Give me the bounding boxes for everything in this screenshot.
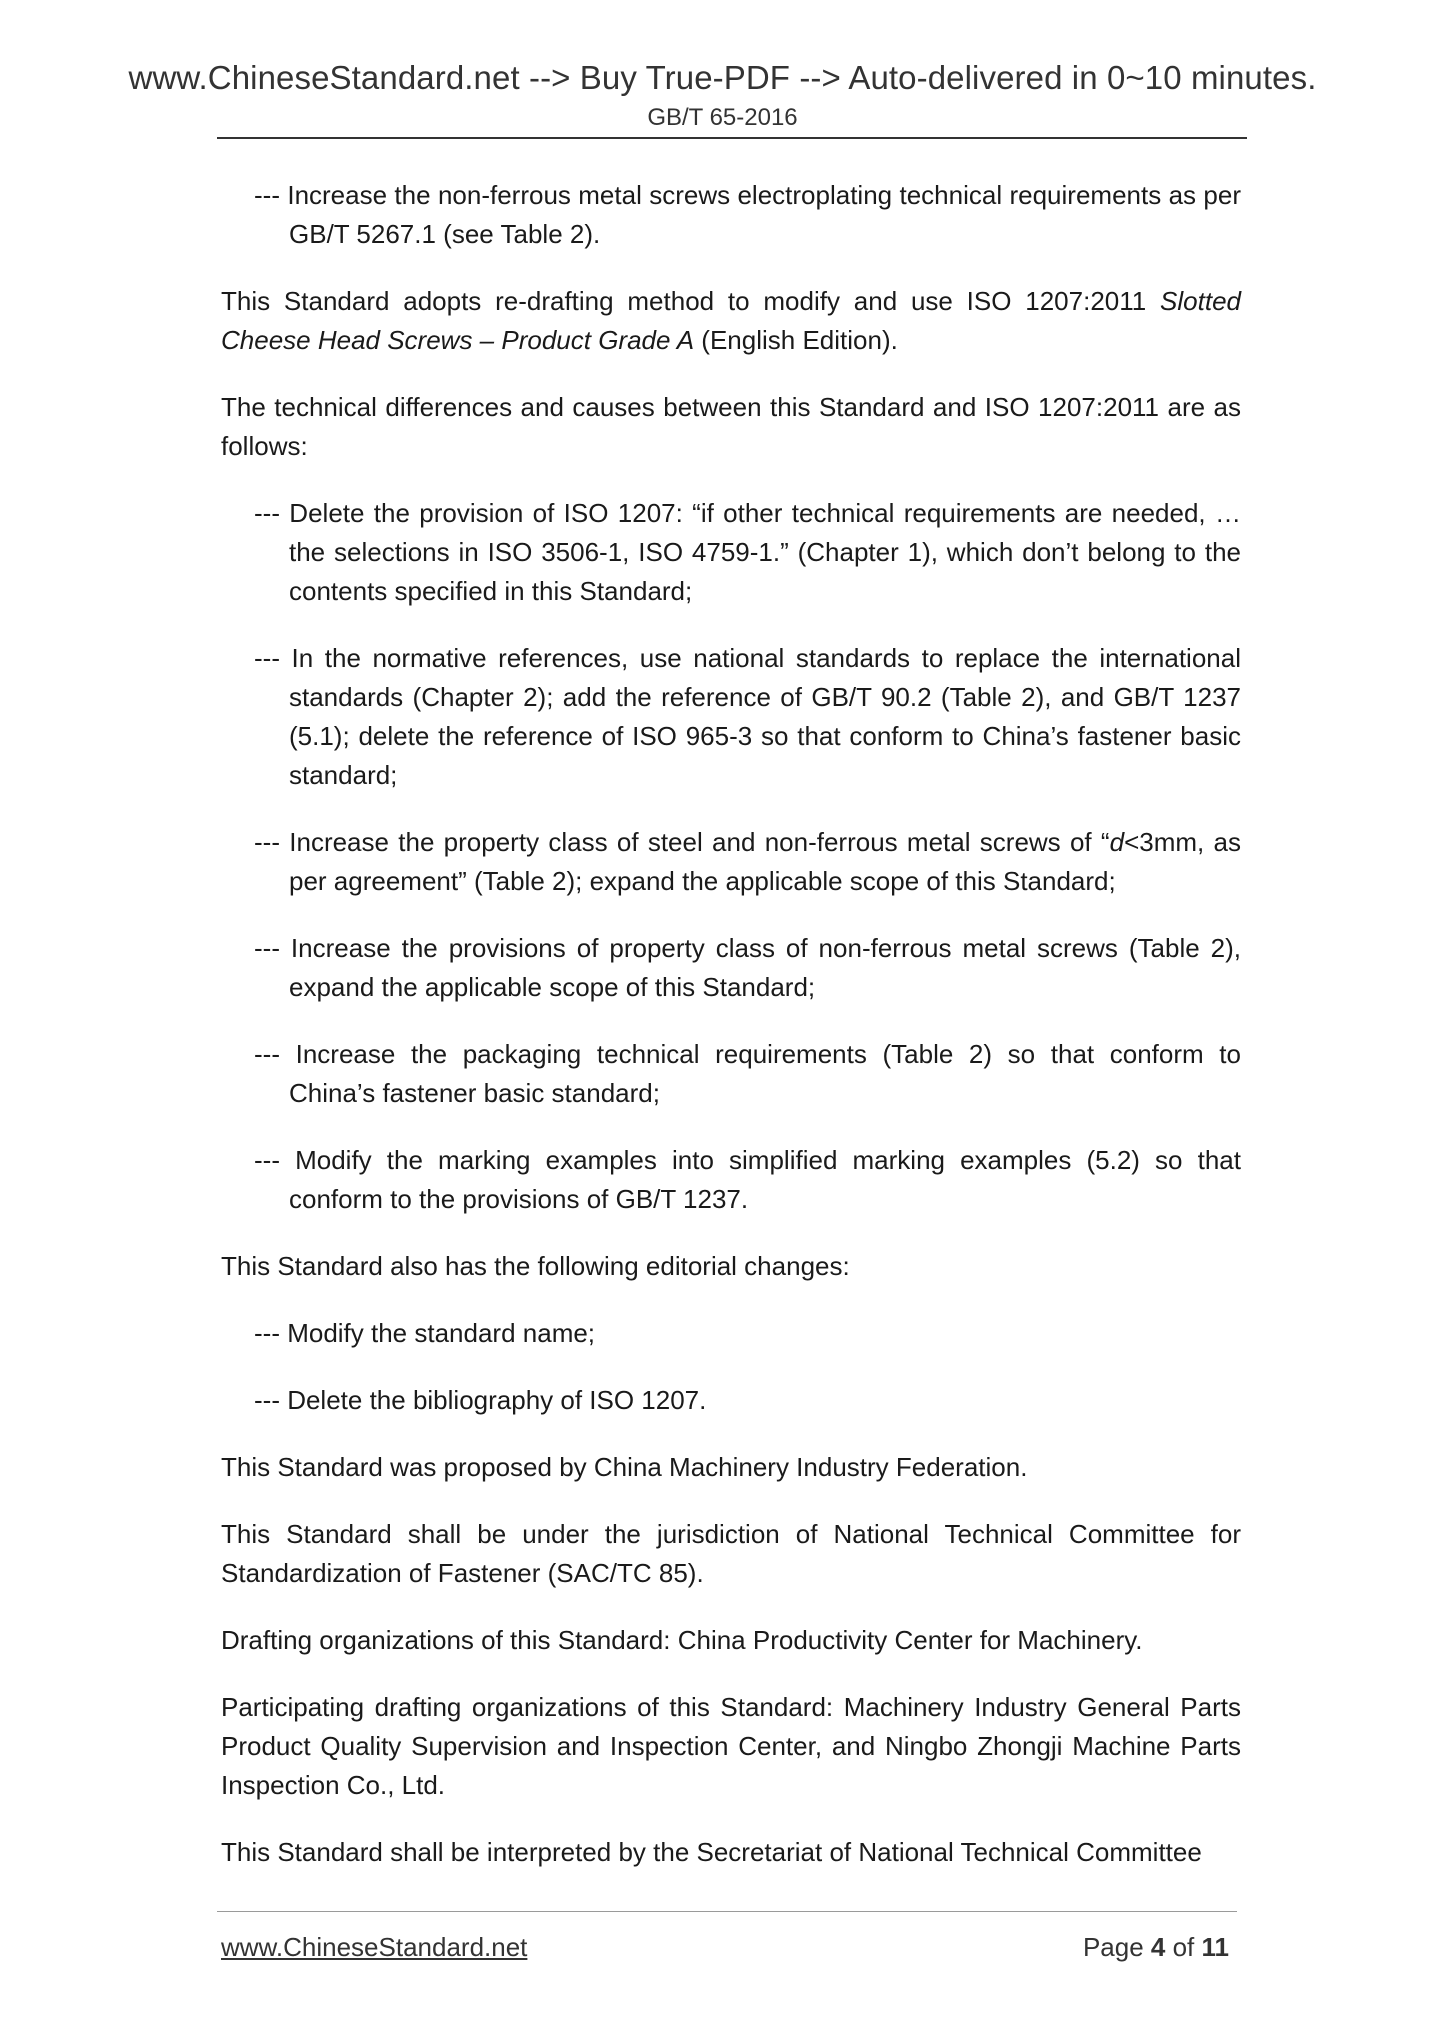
iso-title: Slotted Cheese Head Screws – Product Grade A [221, 286, 1241, 355]
footer-divider [217, 1911, 1237, 1912]
list-item-text-post: <3mm, as per agreement” (Table 2); expand the applicable scope of this Standard; [289, 827, 1241, 896]
adoption-text-post: (English Edition). [694, 325, 898, 355]
paragraph-differences: The technical differences and causes between this Standard and ISO 1207:2011 are as follows: [221, 392, 1241, 461]
list-item: --- Modify the standard name; [254, 1318, 596, 1348]
paragraph-proposed: This Standard was proposed by China Machinery Industry Federation. [221, 1452, 1028, 1482]
list-item: --- Increase the non-ferrous metal screws electroplating technical requirements as per GB/T 5267.1 (see Table 2). [254, 180, 1241, 249]
page-label: Page [1082, 1932, 1151, 1962]
list-item: --- Modify the marking examples into simplified marking examples (5.2) so that conform to the provisions of GB/T 1237. [254, 1145, 1241, 1214]
paragraph-adoption [221, 282, 1241, 360]
document-body [221, 176, 1241, 1900]
page-current: 4 [1150, 1932, 1166, 1962]
list-item: --- Delete the bibliography of ISO 1207. [254, 1385, 707, 1415]
paragraph-interpreted: This Standard shall be interpreted by the Secretariat of National Technical Committee [221, 1837, 1202, 1867]
header-banner: www.ChineseStandard.net --> Buy True-PDF --> Auto-delivered in 0~10 minutes. [128, 59, 1317, 96]
list-item: --- Increase the packaging technical requirements (Table 2) so that conform to China’s fastener basic standard; [254, 1039, 1241, 1108]
list-item: --- Delete the provision of ISO 1207: “if other technical requirements are needed, … the selections in ISO 3506-1, ISO 4759-1.” (Chapter 1), which don’t belong to the contents specified in this Standard; [254, 498, 1241, 606]
adoption-text-pre: This Standard adopts re-drafting method to modify and use ISO 1207:2011 [221, 286, 1161, 316]
page-of: of [1165, 1932, 1202, 1962]
variable-d: d [1109, 827, 1125, 857]
page-number [1083, 1932, 1229, 1963]
list-item-text-pre: --- Increase the property class of steel and non-ferrous metal screws of “ [254, 827, 1110, 857]
paragraph-jurisdiction: This Standard shall be under the jurisdiction of National Technical Committee for Standardization of Fastener (SAC/TC 85). [221, 1519, 1241, 1588]
header-divider [217, 137, 1247, 139]
standard-code: GB/T 65-2016 [647, 104, 798, 131]
page-total: 11 [1201, 1932, 1229, 1962]
list-item: --- In the normative references, use national standards to replace the international standards (Chapter 2); add the reference of GB/T 90.2 (Table 2), and GB/T 1237 (5.1); delete the reference of ISO 965-3 so that conform to China’s fastener basic standard; [254, 643, 1241, 790]
page-header [0, 58, 1445, 132]
footer-website-link[interactable]: www.ChineseStandard.net [221, 1932, 528, 1962]
paragraph-editorial: This Standard also has the following editorial changes: [221, 1251, 850, 1281]
list-item [254, 823, 1241, 901]
paragraph-participating: Participating drafting organizations of this Standard: Machinery Industry General Parts Product Quality Supervision and Inspection Center, and Ningbo Zhongji Machine Parts Inspection Co., Ltd. [221, 1692, 1241, 1800]
list-item: --- Increase the provisions of property class of non-ferrous metal screws (Table 2), expand the applicable scope of this Standard; [254, 933, 1241, 1002]
paragraph-drafting: Drafting organizations of this Standard: China Productivity Center for Machinery. [221, 1625, 1143, 1655]
